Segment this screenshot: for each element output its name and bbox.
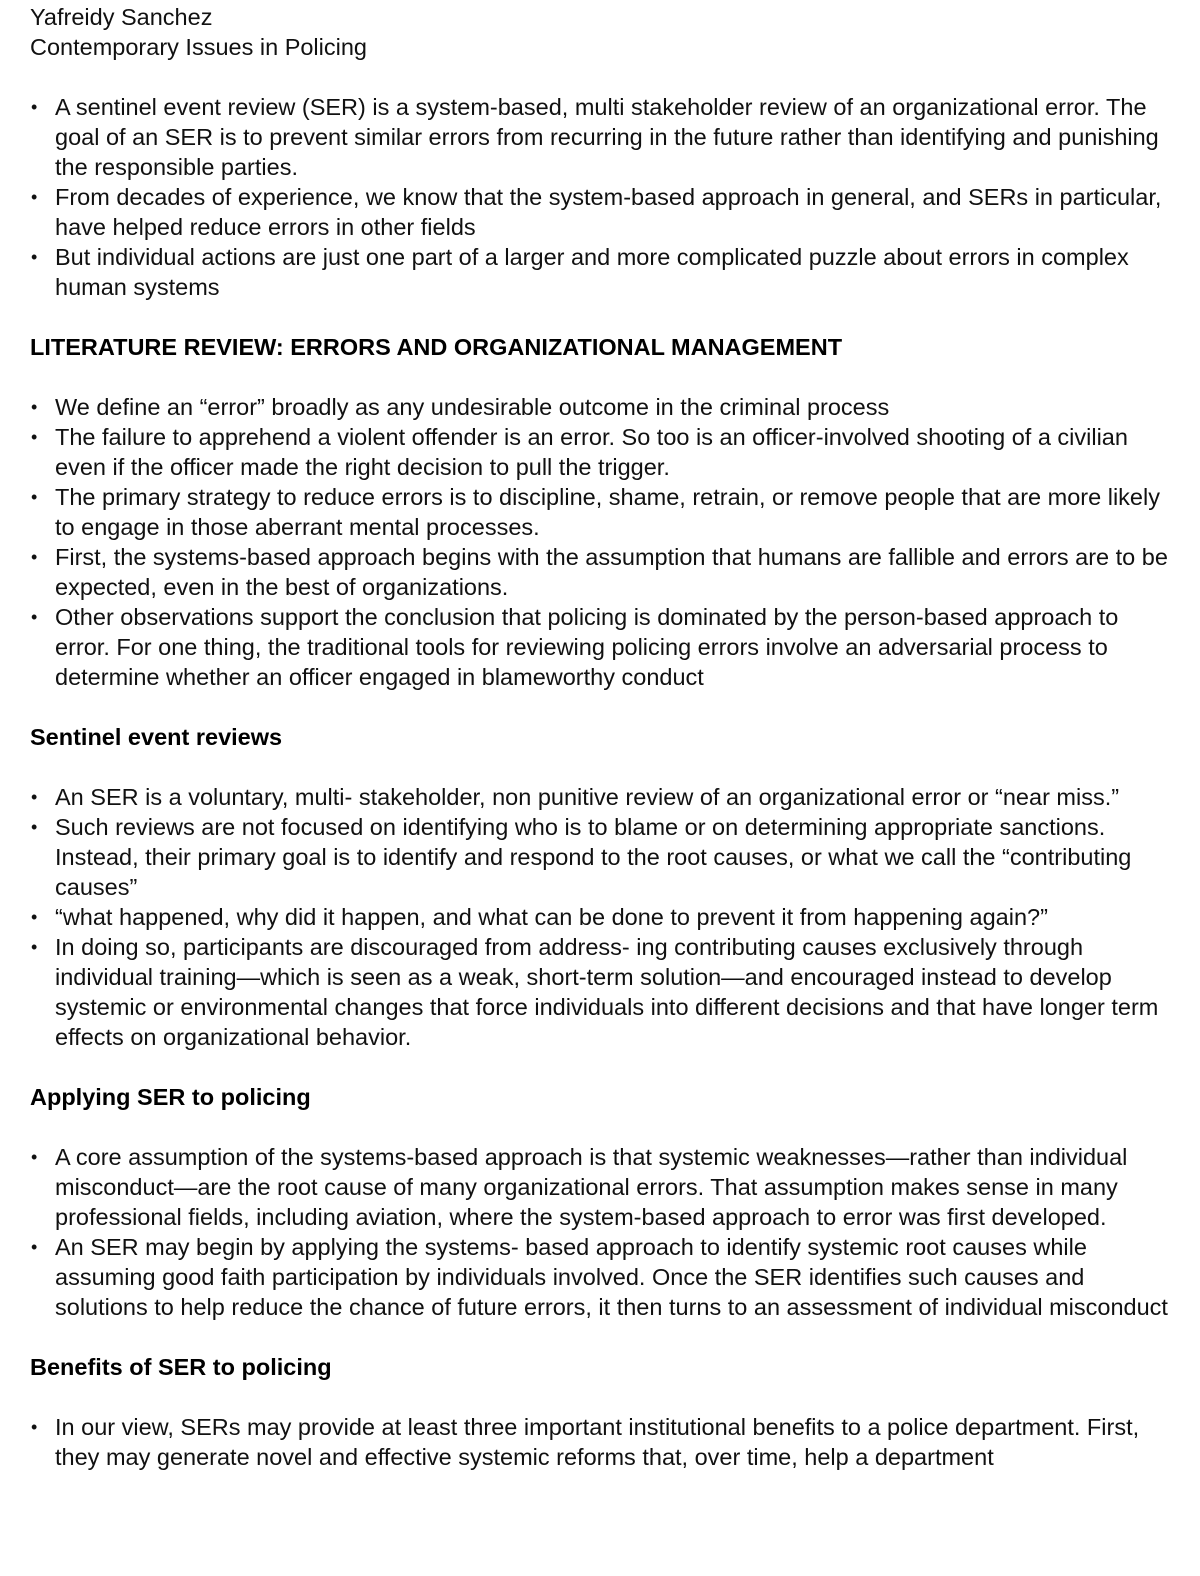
section-bullet-list xyxy=(30,392,1170,692)
document-page xyxy=(30,2,1170,1472)
section-bullet-list xyxy=(30,782,1170,1052)
bullet-icon: • xyxy=(31,817,38,837)
section-applying-ser xyxy=(30,1082,1170,1322)
bullet-text: An SER is a voluntary, multi- stakeholder, non punitive review of an organizational error or “near miss.” xyxy=(55,784,1120,810)
intro-bullet-list xyxy=(30,92,1170,302)
bullet-item xyxy=(30,482,1170,542)
bullet-text: From decades of experience, we know that the system-based approach in general, and SERs in particular, have helped reduce errors in other fields xyxy=(55,184,1162,240)
course-title: Contemporary Issues in Policing xyxy=(30,34,367,60)
bullet-item xyxy=(30,182,1170,242)
bullet-text: In doing so, participants are discouraged from address- ing contributing causes exclusively through individual training—which is seen as a weak, short-term solution—and encouraged instead to develop systemic or environmental changes that force individuals into different decisions and that have longer term effects on organizational behavior. xyxy=(55,934,1159,1050)
author-name: Yafreidy Sanchez xyxy=(30,4,213,30)
bullet-item xyxy=(30,602,1170,692)
bullet-icon: • xyxy=(31,1147,38,1167)
bullet-item xyxy=(30,782,1170,812)
bullet-icon: • xyxy=(31,937,38,957)
bullet-icon: • xyxy=(31,187,38,207)
bullet-item xyxy=(30,392,1170,422)
section-literature-review xyxy=(30,332,1170,692)
bullet-text: Other observations support the conclusion that policing is dominated by the person-based approach to error. For one thing, the traditional tools for reviewing policing errors involve an adversarial process to determine whether an officer engaged in blameworthy conduct xyxy=(55,604,1119,690)
bullet-icon: • xyxy=(31,1417,38,1437)
section-heading: Applying SER to policing xyxy=(30,1084,311,1110)
bullet-icon: • xyxy=(31,397,38,417)
bullet-icon: • xyxy=(31,487,38,507)
bullet-icon: • xyxy=(31,907,38,927)
bullet-icon: • xyxy=(31,427,38,447)
bullet-item xyxy=(30,92,1170,182)
spacer xyxy=(30,62,1170,92)
bullet-text: A core assumption of the systems-based approach is that systemic weaknesses—rather than individual misconduct—are the root cause of many organizational errors. That assumption makes sense in many professional fields, including aviation, where the system-based approach to error was first developed. xyxy=(55,1144,1128,1230)
bullet-item xyxy=(30,1232,1170,1322)
bullet-icon: • xyxy=(31,787,38,807)
bullet-text: Such reviews are not focused on identifying who is to blame or on determining appropriate sanctions. Instead, their primary goal is to identify and respond to the root causes, or what we call the “contributing causes” xyxy=(55,814,1132,900)
bullet-item xyxy=(30,932,1170,1052)
bullet-text: We define an “error” broadly as any undesirable outcome in the criminal process xyxy=(55,394,890,420)
bullet-text: In our view, SERs may provide at least three important institutional benefits to a police department. First, they may generate novel and effective systemic reforms that, over time, help a department xyxy=(55,1414,1140,1470)
section-heading: Benefits of SER to policing xyxy=(30,1354,332,1380)
bullet-icon: • xyxy=(31,97,38,117)
bullet-text: The failure to apprehend a violent offender is an error. So too is an officer-involved shooting of a civilian even if the officer made the right decision to pull the trigger. xyxy=(55,424,1128,480)
bullet-icon: • xyxy=(31,1237,38,1257)
bullet-item xyxy=(30,242,1170,302)
bullet-text: “what happened, why did it happen, and what can be done to prevent it from happening again?” xyxy=(55,904,1048,930)
bullet-text: First, the systems-based approach begins with the assumption that humans are fallible and errors are to be expected, even in the best of organizations. xyxy=(55,544,1168,600)
bullet-icon: • xyxy=(31,547,38,567)
bullet-icon: • xyxy=(31,607,38,627)
bullet-item xyxy=(30,1142,1170,1232)
section-benefits-of-ser xyxy=(30,1352,1170,1472)
bullet-item xyxy=(30,1412,1170,1472)
bullet-text: A sentinel event review (SER) is a system-based, multi stakeholder review of an organizational error. The goal of an SER is to prevent similar errors from recurring in the future rather than identifying and punishing the responsible parties. xyxy=(55,94,1159,180)
section-bullet-list xyxy=(30,1412,1170,1472)
bullet-text: But individual actions are just one part of a larger and more complicated puzzle about errors in complex human systems xyxy=(55,244,1129,300)
section-sentinel-event-reviews xyxy=(30,722,1170,1052)
bullet-icon: • xyxy=(31,247,38,267)
bullet-text: An SER may begin by applying the systems- based approach to identify systemic root causes while assuming good faith participation by individuals involved. Once the SER identifies such causes and solutions to help reduce the chance of future errors, it then turns to an assessment of individual misconduct xyxy=(55,1234,1168,1320)
bullet-item xyxy=(30,542,1170,602)
bullet-text: The primary strategy to reduce errors is to discipline, shame, retrain, or remove people that are more likely to engage in those aberrant mental processes. xyxy=(55,484,1160,540)
bullet-item xyxy=(30,902,1170,932)
bullet-item xyxy=(30,422,1170,482)
section-heading: LITERATURE REVIEW: ERRORS AND ORGANIZATIONAL MANAGEMENT xyxy=(30,334,843,360)
section-heading: Sentinel event reviews xyxy=(30,724,283,750)
section-bullet-list xyxy=(30,1142,1170,1322)
bullet-item xyxy=(30,812,1170,902)
